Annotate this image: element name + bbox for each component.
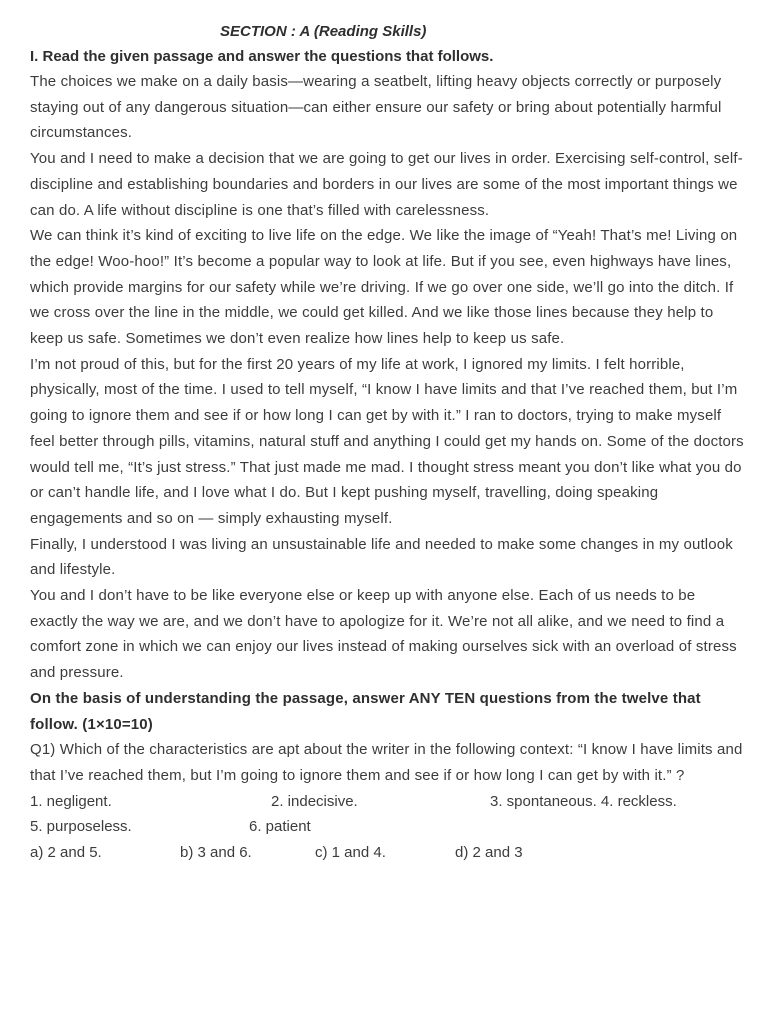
passage-instruction: I. Read the given passage and answer the questions that follows. <box>30 48 494 65</box>
answer-choice-d: d) 2 and 3 <box>455 844 523 862</box>
answer-choice-a: a) 2 and 5. <box>30 844 102 862</box>
option-3-and-4: 3. spontaneous. 4. reckless. <box>490 792 677 810</box>
passage-paragraph-3: We can think it’s kind of exciting to live life on the edge. We like the image of “Yeah! That’s me! Living on the edge! Woo-hoo!” It’s become a popular way to look at life. But if you see, even highways have lines, which provide margins for our safety while we’re driving. If we go over one side, we’ll go into the ditch. If we cross over the line in the middle, we could get killed. And we like those lines because they help to keep us safe. Sometimes we don’t even realize how lines help to keep us safe. <box>30 227 738 348</box>
question-1-options-row-1 <box>30 789 746 815</box>
passage-paragraph-6: You and I don’t have to be like everyone else or keep up with anyone else. Each of us needs to be exactly the way we are, and we don’t have to apologize for it. We’re not all alike, and we need to find a comfort zone in which we can enjoy our lives instead of making ourselves sick with an overload of stress and pressure. <box>30 587 737 682</box>
section-title: SECTION : A (Reading Skills) <box>220 23 427 40</box>
option-2: 2. indecisive. <box>271 792 358 810</box>
option-6: 6. patient <box>249 818 311 836</box>
answer-choice-c: c) 1 and 4. <box>315 844 386 862</box>
question-1-options-row-2 <box>30 814 746 840</box>
option-5: 5. purposeless. <box>30 818 132 836</box>
question-1-answers-row <box>30 840 746 866</box>
question-1-text: Q1) Which of the characteristics are apt about the writer in the following context: “I know I have limits and that I’ve reached them, but I’m going to ignore them and see if or how long I can get by with it.” ? <box>30 741 743 784</box>
answer-choice-b: b) 3 and 6. <box>180 844 252 862</box>
passage-paragraph-2: You and I need to make a decision that we are going to get our lives in order. Exercising self-control, self-discipline and establishing boundaries and borders in our lives are some of the most important things we can do. A life without discipline is one that’s filled with carelessness. <box>30 150 743 219</box>
passage-paragraph-5: Finally, I understood I was living an unsustainable life and needed to make some changes in my outlook and lifestyle. <box>30 535 733 579</box>
passage-paragraph-4: I’m not proud of this, but for the first 20 years of my life at work, I ignored my limits. I felt horrible, physically, most of the time. I used to tell myself, “I know I have limits and that I’ve reached them, but I’m going to ignore them and see if or how long I can get by with it.” I ran to doctors, trying to make myself feel better through pills, vitamins, natural stuff and anything I could get my hands on. Some of the doctors would tell me, “It’s just stress.” That just made me mad. I thought stress meant you don’t like what you do or can’t handle life, and I love what I do. But I kept pushing myself, travelling, doing speaking engagements and so on — simply exhausting myself. <box>30 355 744 527</box>
option-1: 1. negligent. <box>30 792 112 810</box>
questions-instruction: On the basis of understanding the passage, answer ANY TEN questions from the twelve that follow. (1×10=10) <box>30 689 701 733</box>
passage-paragraph-1: The choices we make on a daily basis—wearing a seatbelt, lifting heavy objects correctly or purposely staying out of any dangerous situation—can either ensure our safety or bring about potentially harmful circumstances. <box>30 73 722 142</box>
